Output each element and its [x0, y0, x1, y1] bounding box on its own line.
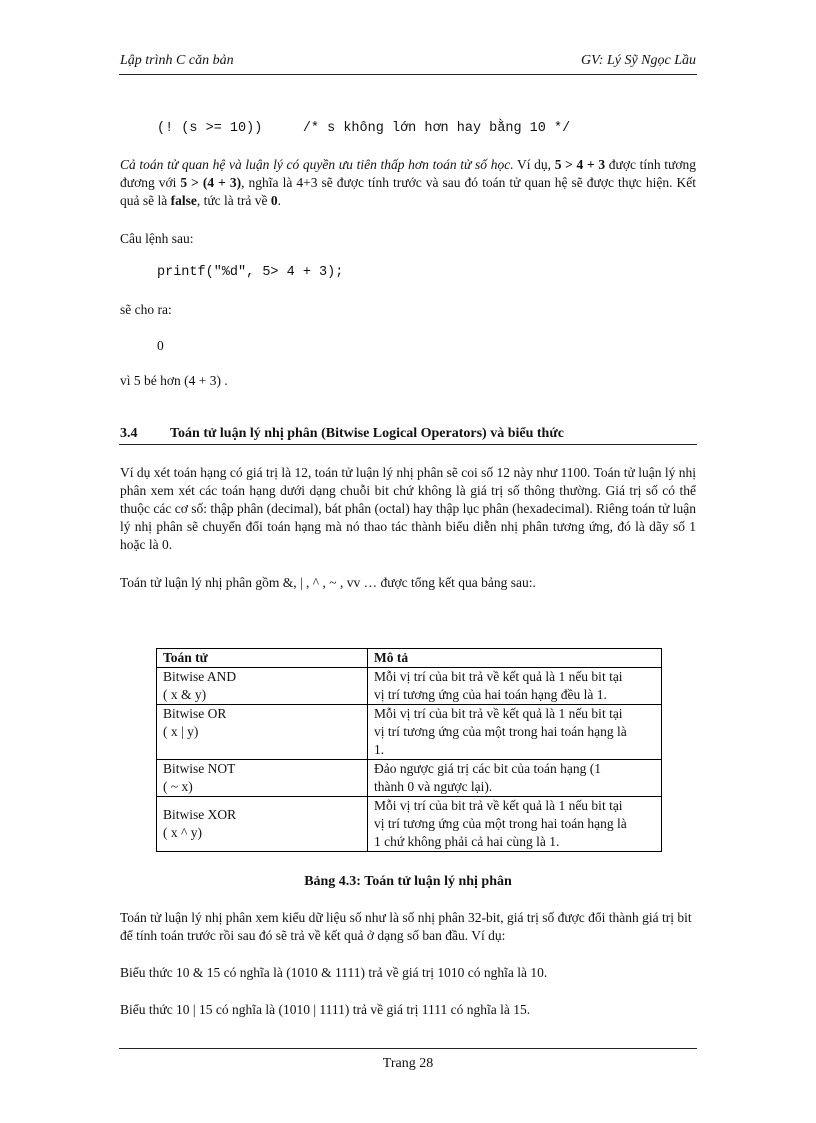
description-line: vị trí tương ứng của hai toán hạng đều là 1. — [374, 687, 607, 702]
paragraph-bitwise-intro: Ví dụ xét toán hạng có giá trị là 12, toán tử luận lý nhị phân sẽ coi số 12 này như 1100. Toán tử luận lý nhị phân xem xét các toán hạng dưới dạng chuỗi bit chứ không là giá trị số thông thường. Giá trị số có thể thuộc các cơ số: thập phân (decimal), bát phân (octal) hay thập lục phân (hexadecimal). Riêng toán tử luận lý nhị phân sẽ chuyển đổi toán hạng mà nó thao tác thành biểu diễn nhị phân tương ứng, đó là dãy số 1 hoặc là 0. — [120, 465, 696, 552]
description-line: Mỗi vị trí của bit trả về kết quả là 1 nếu bit tại — [374, 798, 623, 813]
page-number: Trang 28 — [382, 1056, 434, 1071]
precedence-rule-italic: Cả toán tử quan hệ và luận lý có quyền ưu tiên thấp hơn toán tử số học. — [120, 157, 514, 172]
description-line: 1 chứ không phải cả hai cùng là 1. — [374, 834, 560, 849]
header-rule — [119, 74, 697, 75]
table-row — [157, 668, 662, 705]
bold-zero: 0 — [270, 193, 278, 208]
operator-syntax: ( ~ x) — [163, 779, 193, 794]
header-course-title: Lập trình C căn bản — [120, 53, 234, 68]
description-line: 1. — [374, 742, 385, 757]
paragraph-operator-list: Toán tử luận lý nhị phân gồm &, | , ^ , ~ , vv … được tổng kết qua bảng sau:. — [120, 575, 536, 590]
description-line: vị trí tương ứng của một trong hai toán hạng là — [374, 724, 627, 739]
operator-name: Bitwise NOT — [163, 761, 236, 776]
description-cell — [368, 760, 662, 797]
section-title: Toán tử luận lý nhị phân (Bitwise Logical Operators) và biểu thức — [170, 426, 564, 441]
description-cell — [368, 705, 662, 760]
bold-expr: 5 > (4 + 3) — [180, 175, 242, 190]
table-caption: Bảng 4.3: Toán tử luận lý nhị phân — [304, 874, 512, 889]
paragraph-32bit: Toán tử luận lý nhị phân xem kiểu dữ liệu số như là số nhị phân 32-bit, giá trị số được đổi thành giá trị bit để tính toán trước rồi sau đó sẽ trả về kết quả ở dạng số ban đầu. Ví dụ: — [120, 910, 692, 943]
operator-syntax: ( x & y) — [163, 687, 207, 702]
paragraph-explanation: vì 5 bé hơn (4 + 3) . — [120, 373, 228, 388]
paragraph-and-example: Biểu thức 10 & 15 có nghĩa là (1010 & 1111) trả về giá trị 1010 có nghĩa là 10. — [120, 965, 548, 980]
code-line-printf: printf("%d", 5> 4 + 3); — [157, 265, 344, 280]
table-row — [157, 760, 662, 797]
operator-syntax: ( x ^ y) — [163, 825, 202, 840]
operator-cell — [157, 797, 368, 852]
description-line: vị trí tương ứng của một trong hai toán hạng là — [374, 816, 627, 831]
footer-rule — [119, 1048, 697, 1049]
paragraph-output-intro: sẽ cho ra: — [120, 302, 172, 317]
text-run: , tức là trả về — [196, 193, 271, 208]
table-row — [157, 797, 662, 852]
paragraph-or-example: Biểu thức 10 | 15 có nghĩa là (1010 | 1111) trả về giá trị 1111 có nghĩa là 15. — [120, 1002, 531, 1017]
description-cell — [368, 668, 662, 705]
operator-syntax: ( x | y) — [163, 724, 199, 739]
code-line-not-operator: (! (s >= 10)) /* s không lớn hơn hay bằng 10 */ — [157, 121, 571, 136]
description-cell — [368, 797, 662, 852]
bold-false: false — [170, 193, 197, 208]
header-author: GV: Lý Sỹ Ngọc Lầu — [581, 53, 696, 68]
column-header-operator: Toán tử — [157, 649, 368, 668]
text-run: được tính tương đương với — [120, 157, 697, 190]
operator-cell — [157, 705, 368, 760]
operator-cell — [157, 760, 368, 797]
text-run: , nghĩa là 4+3 sẽ được tính trước và sau đó toán tử quan hệ sẽ được thực hiện. Kết quả sẽ là — [120, 175, 696, 208]
bitwise-operators-table — [156, 648, 662, 852]
output-value: 0 — [157, 338, 164, 353]
table-header-row — [157, 649, 662, 668]
operator-name: Bitwise OR — [163, 706, 227, 721]
table-row — [157, 705, 662, 760]
paragraph-precedence — [120, 156, 696, 210]
column-header-description: Mô tả — [368, 649, 662, 668]
operator-name: Bitwise AND — [163, 669, 237, 684]
paragraph-statement-intro: Câu lệnh sau: — [120, 231, 194, 246]
description-line: Đảo ngược giá trị các bit của toán hạng (1 — [374, 761, 601, 776]
description-line: Mỗi vị trí của bit trả về kết quả là 1 nếu bit tại — [374, 669, 623, 684]
section-number: 3.4 — [120, 426, 138, 441]
description-line: thành 0 và ngược lại). — [374, 779, 493, 794]
operator-name: Bitwise XOR — [163, 807, 237, 822]
bold-expr: 5 > 4 + 3 — [554, 157, 606, 172]
operator-cell — [157, 668, 368, 705]
text-run: . — [277, 193, 282, 208]
text-run: Ví dụ, — [513, 157, 555, 172]
description-line: Mỗi vị trí của bit trả về kết quả là 1 nếu bit tại — [374, 706, 623, 721]
section-rule — [119, 444, 697, 445]
